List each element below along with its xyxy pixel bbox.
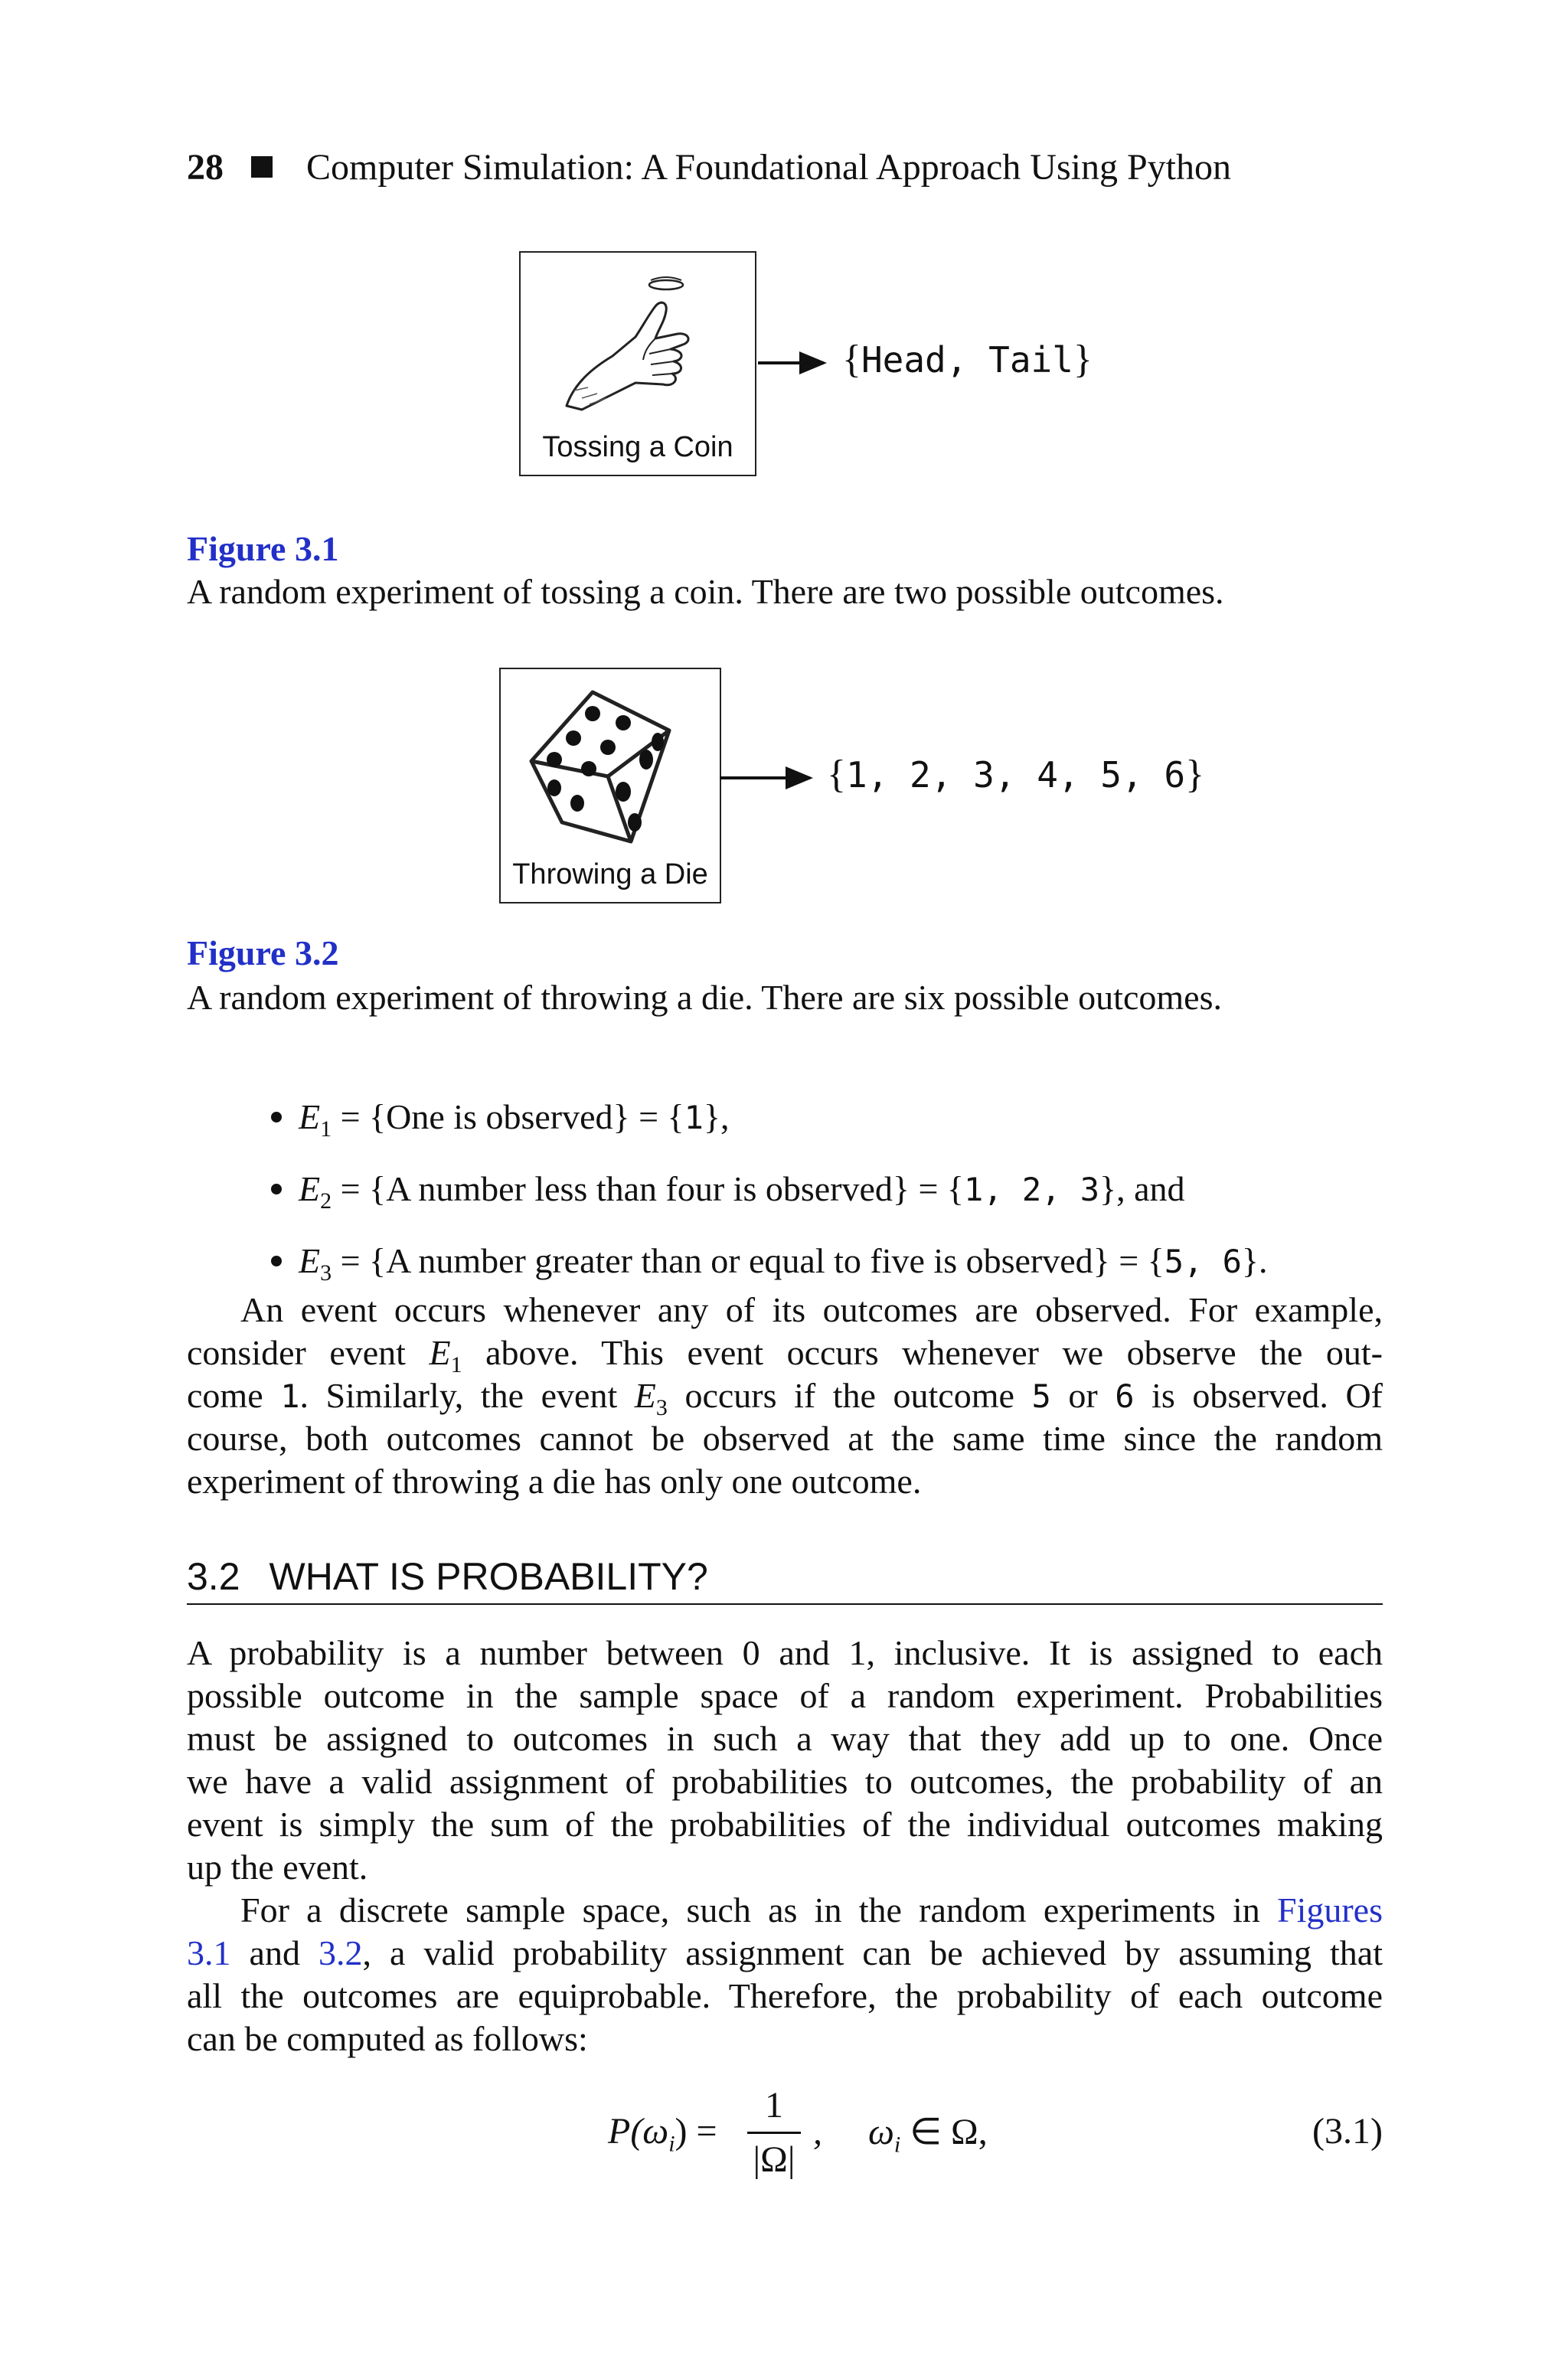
para2-line-1: A probability is a number between 0 and 1, inclusive. It is assigned to each — [187, 1633, 1383, 1672]
para2-line-5: event is simply the sum of the probabilities of the individual outcomes making — [187, 1805, 1383, 1844]
coin-outcomes: {Head, Tail} — [842, 338, 1093, 381]
para2-line-6: up the event. — [187, 1848, 368, 1887]
bullet-dot-icon — [271, 1184, 282, 1194]
die-box-caption: Throwing a Die — [512, 858, 708, 890]
para3-line-2 — [187, 1933, 1383, 1973]
event-sub: 3 — [320, 1260, 332, 1286]
figure-3-1-caption: A random experiment of tossing a coin. There are two possible outcomes. — [187, 572, 1224, 611]
para2-line-3: must be assigned to outcomes in such a way that they add up to one. Once — [187, 1719, 1383, 1758]
section-rule — [187, 1603, 1383, 1605]
figure-3-2-label: Figure 3.2 — [187, 933, 339, 972]
running-header — [187, 144, 1231, 190]
event-text: = {A number less than four is observed} = { — [332, 1169, 964, 1208]
text: and — [230, 1933, 318, 1972]
fraction-denominator: |Ω| — [753, 2139, 795, 2180]
outcome-code: 1 — [280, 1377, 300, 1415]
text: come — [187, 1376, 281, 1415]
coin-figure-box — [519, 251, 756, 476]
running-title: Computer Simulation: A Foundational Approach Using Python — [306, 146, 1231, 188]
para2-line-4: we have a valid assignment of probabilities to outcomes, the probability of an — [187, 1762, 1383, 1801]
fraction-numerator: 1 — [765, 2085, 783, 2126]
text: For a discrete sample space, such as in the random experiments in — [240, 1890, 1277, 1930]
para3-line-3: all the outcomes are equiprobable. Therefore, the probability of each outcome — [187, 1976, 1383, 2015]
coin-box-caption: Tossing a Coin — [542, 431, 733, 463]
eq-rhs-text: , ω — [813, 2112, 894, 2152]
para1-line-3 — [187, 1375, 1383, 1421]
para1-line-2 — [187, 1332, 1383, 1378]
event-tail: }. — [1241, 1241, 1268, 1280]
coin-toss-hand-icon — [521, 253, 755, 421]
event-sub: 1 — [450, 1352, 462, 1378]
event-sub: 2 — [320, 1188, 332, 1214]
equation-fraction — [747, 2083, 801, 2183]
para2-line-2: possible outcome in the sample space of a random experiment. Probabilities — [187, 1676, 1383, 1715]
figure-3-2-link[interactable]: 3.2 — [318, 1933, 363, 1972]
figures-link[interactable]: Figures — [1277, 1890, 1383, 1930]
text: . Similarly, the event — [299, 1376, 635, 1415]
event-set: 1, 2, 3 — [964, 1171, 1100, 1208]
outcome-code: 6 — [1115, 1377, 1135, 1415]
event-set: 5, 6 — [1164, 1243, 1242, 1280]
text: consider event — [187, 1333, 430, 1372]
event-sub: 1 — [320, 1116, 332, 1142]
section-number: 3.2 — [187, 1555, 240, 1598]
eq-lhs-sub: i — [668, 2131, 675, 2157]
bullet-dot-icon — [271, 1112, 282, 1122]
event-bullet-2 — [271, 1168, 1185, 1214]
event-var: E — [634, 1376, 656, 1415]
fraction-bar — [747, 2132, 801, 2134]
eq-rhs-tail: ∈ Ω, — [900, 2112, 988, 2152]
header-square-icon — [251, 156, 273, 178]
equation-lhs — [608, 2110, 717, 2158]
event-text: = {One is observed} = { — [332, 1097, 684, 1136]
coin-outcome-set: Head, Tail — [861, 339, 1073, 381]
equation-rhs — [813, 2110, 988, 2158]
text: , a valid probability assignment can be achieved by assuming that — [362, 1933, 1383, 1972]
event-text: = {A number greater than or equal to five is observed} = { — [332, 1241, 1165, 1280]
para3-line-1 — [240, 1890, 1383, 1930]
figure-3-1-label: Figure 3.1 — [187, 529, 339, 568]
event-tail: }, and — [1099, 1169, 1185, 1208]
text: occurs if the outcome — [667, 1376, 1032, 1415]
die-outcomes: {1, 2, 3, 4, 5, 6} — [827, 753, 1205, 796]
eq-rhs-sub: i — [893, 2132, 901, 2158]
event-var: E — [429, 1333, 451, 1372]
section-heading — [187, 1554, 1383, 1599]
die-arrow-icon — [720, 776, 810, 779]
bullet-dot-icon — [271, 1256, 282, 1266]
die-icon — [501, 669, 720, 845]
equation-3-1 — [187, 2083, 1383, 2190]
figure-3-2-caption: A random experiment of throwing a die. There are six possible outcomes. — [187, 978, 1222, 1017]
section-title: WHAT IS PROBABILITY? — [269, 1555, 708, 1598]
para1-line-4: course, both outcomes cannot be observed at the same time since the random — [187, 1419, 1383, 1458]
para1-line-5: experiment of throwing a die has only one outcome. — [187, 1462, 922, 1501]
para1-line-1: An event occurs whenever any of its outcomes are observed. For example, — [240, 1290, 1383, 1329]
event-tail: }, — [703, 1097, 730, 1136]
text: or — [1050, 1376, 1116, 1415]
event-bullet-3 — [271, 1240, 1268, 1286]
eq-lhs-tail: ) = — [675, 2111, 717, 2152]
event-set: 1 — [684, 1099, 704, 1136]
text: above. This event occurs whenever we observe the out- — [462, 1333, 1383, 1372]
die-figure-box — [499, 668, 721, 903]
coin-arrow-icon — [758, 361, 824, 364]
event-bullet-1 — [271, 1096, 730, 1142]
equation-number: (3.1) — [1312, 2111, 1383, 2152]
event-sub: 3 — [655, 1395, 668, 1421]
para3-line-4: can be computed as follows: — [187, 2019, 588, 2058]
event-var: E — [299, 1097, 321, 1136]
eq-lhs-text: P(ω — [608, 2111, 669, 2152]
page-number: 28 — [187, 146, 224, 188]
text: is observed. Of — [1134, 1376, 1383, 1415]
figure-3-1-link[interactable]: 3.1 — [187, 1933, 231, 1972]
die-outcome-set: 1, 2, 3, 4, 5, 6 — [845, 754, 1186, 796]
outcome-code: 5 — [1031, 1377, 1051, 1415]
event-var: E — [299, 1169, 321, 1208]
event-var: E — [299, 1241, 321, 1280]
